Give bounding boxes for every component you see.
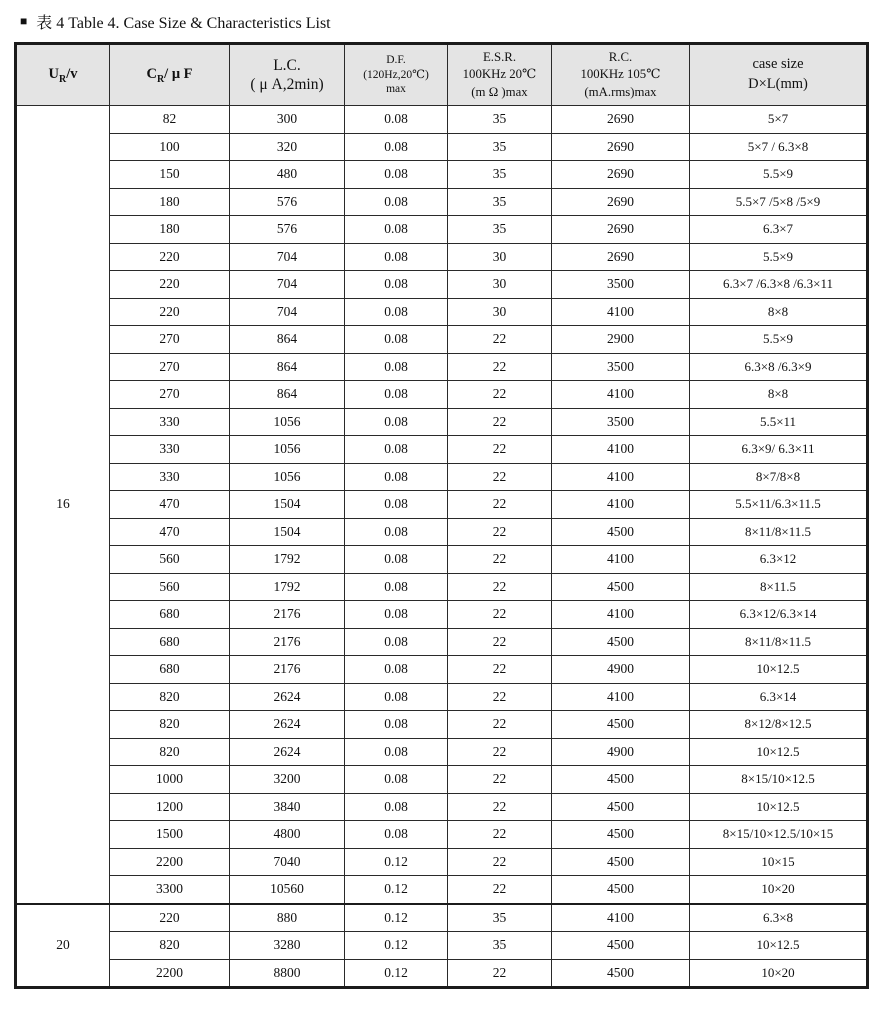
leakage-current-cell: 2176 bbox=[230, 656, 345, 684]
table-row bbox=[16, 656, 868, 684]
df-cell: 0.08 bbox=[345, 683, 448, 711]
table-title-text: 表 4 Table 4. Case Size & Characteristics List bbox=[36, 15, 331, 32]
capacitance-cell: 270 bbox=[110, 381, 230, 409]
table-row bbox=[16, 711, 868, 739]
df-cell: 0.08 bbox=[345, 491, 448, 519]
rc-cell: 3500 bbox=[552, 408, 690, 436]
df-cell: 0.08 bbox=[345, 628, 448, 656]
rc-cell: 4100 bbox=[552, 546, 690, 574]
case-size-cell: 10×12.5 bbox=[690, 932, 868, 960]
capacitance-cell: 330 bbox=[110, 408, 230, 436]
esr-cell: 22 bbox=[448, 546, 552, 574]
df-cell: 0.08 bbox=[345, 573, 448, 601]
capacitance-cell: 270 bbox=[110, 353, 230, 381]
esr-cell: 22 bbox=[448, 656, 552, 684]
df-cell: 0.08 bbox=[345, 381, 448, 409]
leakage-current-cell: 1056 bbox=[230, 408, 345, 436]
df-cell: 0.08 bbox=[345, 326, 448, 354]
capacitance-cell: 820 bbox=[110, 932, 230, 960]
capacitance-cell: 470 bbox=[110, 491, 230, 519]
table-row bbox=[16, 683, 868, 711]
capacitance-cell: 100 bbox=[110, 133, 230, 161]
esr-cell: 22 bbox=[448, 628, 552, 656]
df-cell: 0.08 bbox=[345, 133, 448, 161]
col-header-case-size: case size D×L(mm) bbox=[690, 44, 868, 106]
esr-cell: 22 bbox=[448, 876, 552, 904]
leakage-current-cell: 704 bbox=[230, 271, 345, 299]
df-cell: 0.08 bbox=[345, 188, 448, 216]
df-cell: 0.12 bbox=[345, 876, 448, 904]
rc-cell: 4100 bbox=[552, 298, 690, 326]
table-row bbox=[16, 738, 868, 766]
square-bullet-icon: ■ bbox=[20, 13, 28, 28]
leakage-current-cell: 1056 bbox=[230, 463, 345, 491]
case-size-cell: 6.3×12/6.3×14 bbox=[690, 601, 868, 629]
esr-cell: 22 bbox=[448, 573, 552, 601]
case-size-cell: 6.3×8 /6.3×9 bbox=[690, 353, 868, 381]
capacitance-cell: 680 bbox=[110, 628, 230, 656]
capacitance-cell: 180 bbox=[110, 216, 230, 244]
leakage-current-cell: 576 bbox=[230, 216, 345, 244]
capacitance-cell: 220 bbox=[110, 243, 230, 271]
rc-cell: 2690 bbox=[552, 243, 690, 271]
capacitance-cell: 3300 bbox=[110, 876, 230, 904]
esr-cell: 22 bbox=[448, 601, 552, 629]
case-size-cell: 8×15/10×12.5 bbox=[690, 766, 868, 794]
table-row bbox=[16, 326, 868, 354]
table-row bbox=[16, 133, 868, 161]
rc-cell: 4500 bbox=[552, 821, 690, 849]
case-size-cell: 6.3×14 bbox=[690, 683, 868, 711]
rc-cell: 4500 bbox=[552, 628, 690, 656]
table-row bbox=[16, 243, 868, 271]
df-cell: 0.08 bbox=[345, 821, 448, 849]
case-size-cell: 6.3×7 /6.3×8 /6.3×11 bbox=[690, 271, 868, 299]
leakage-current-cell: 2624 bbox=[230, 683, 345, 711]
case-size-cell: 8×12/8×12.5 bbox=[690, 711, 868, 739]
case-size-cell: 5.5×9 bbox=[690, 161, 868, 189]
df-cell: 0.08 bbox=[345, 546, 448, 574]
df-cell: 0.08 bbox=[345, 436, 448, 464]
case-size-cell: 5.5×11/6.3×11.5 bbox=[690, 491, 868, 519]
case-size-cell: 5×7 / 6.3×8 bbox=[690, 133, 868, 161]
esr-cell: 22 bbox=[448, 711, 552, 739]
rc-cell: 4500 bbox=[552, 766, 690, 794]
df-cell: 0.12 bbox=[345, 932, 448, 960]
col-header-capacitance: $C_R/$ μ F bbox=[110, 44, 230, 106]
esr-cell: 22 bbox=[448, 766, 552, 794]
case-size-cell: 10×20 bbox=[690, 959, 868, 988]
table-row bbox=[16, 959, 868, 988]
rc-cell: 4500 bbox=[552, 573, 690, 601]
case-size-cell: 5.5×11 bbox=[690, 408, 868, 436]
rc-cell: 3500 bbox=[552, 353, 690, 381]
table-row bbox=[16, 546, 868, 574]
df-cell: 0.08 bbox=[345, 408, 448, 436]
df-cell: 0.08 bbox=[345, 711, 448, 739]
rc-cell: 4100 bbox=[552, 904, 690, 932]
case-size-cell: 5×7 bbox=[690, 106, 868, 134]
leakage-current-cell: 704 bbox=[230, 298, 345, 326]
rc-cell: 4500 bbox=[552, 848, 690, 876]
table-row bbox=[16, 573, 868, 601]
rc-cell: 2690 bbox=[552, 106, 690, 134]
esr-cell: 35 bbox=[448, 188, 552, 216]
df-cell: 0.12 bbox=[345, 959, 448, 988]
leakage-current-cell: 300 bbox=[230, 106, 345, 134]
table-row bbox=[16, 932, 868, 960]
esr-cell: 35 bbox=[448, 106, 552, 134]
rc-cell: 4500 bbox=[552, 711, 690, 739]
case-size-cell: 6.3×8 bbox=[690, 904, 868, 932]
capacitance-cell: 1200 bbox=[110, 793, 230, 821]
case-size-cell: 6.3×12 bbox=[690, 546, 868, 574]
capacitance-cell: 82 bbox=[110, 106, 230, 134]
table-row bbox=[16, 188, 868, 216]
table-row bbox=[16, 436, 868, 464]
table-row bbox=[16, 766, 868, 794]
esr-cell: 22 bbox=[448, 848, 552, 876]
df-cell: 0.08 bbox=[345, 353, 448, 381]
df-cell: 0.08 bbox=[345, 106, 448, 134]
case-size-cell: 5.5×9 bbox=[690, 243, 868, 271]
case-size-cell: 10×20 bbox=[690, 876, 868, 904]
table-row bbox=[16, 381, 868, 409]
case-size-cell: 8×11/8×11.5 bbox=[690, 628, 868, 656]
rc-cell: 4900 bbox=[552, 738, 690, 766]
table-row bbox=[16, 216, 868, 244]
capacitance-cell: 270 bbox=[110, 326, 230, 354]
leakage-current-cell: 1504 bbox=[230, 491, 345, 519]
case-size-cell: 8×11.5 bbox=[690, 573, 868, 601]
col-header-df: D.F. (120Hz,20℃) max bbox=[345, 44, 448, 106]
case-size-cell: 8×15/10×12.5/10×15 bbox=[690, 821, 868, 849]
rc-cell: 2690 bbox=[552, 161, 690, 189]
esr-cell: 35 bbox=[448, 216, 552, 244]
capacitance-cell: 680 bbox=[110, 601, 230, 629]
case-size-cell: 10×12.5 bbox=[690, 656, 868, 684]
esr-cell: 35 bbox=[448, 161, 552, 189]
case-size-cell: 10×12.5 bbox=[690, 793, 868, 821]
esr-cell: 35 bbox=[448, 133, 552, 161]
rc-cell: 4900 bbox=[552, 656, 690, 684]
capacitance-cell: 220 bbox=[110, 904, 230, 932]
leakage-current-cell: 864 bbox=[230, 353, 345, 381]
capacitance-cell: 560 bbox=[110, 573, 230, 601]
table-row bbox=[16, 904, 868, 932]
capacitance-cell: 1000 bbox=[110, 766, 230, 794]
leakage-current-cell: 864 bbox=[230, 381, 345, 409]
df-cell: 0.08 bbox=[345, 463, 448, 491]
capacitance-cell: 820 bbox=[110, 711, 230, 739]
df-cell: 0.12 bbox=[345, 848, 448, 876]
df-cell: 0.08 bbox=[345, 656, 448, 684]
capacitance-cell: 150 bbox=[110, 161, 230, 189]
esr-cell: 30 bbox=[448, 271, 552, 299]
esr-cell: 30 bbox=[448, 298, 552, 326]
capacitance-cell: 330 bbox=[110, 463, 230, 491]
case-size-cell: 6.3×7 bbox=[690, 216, 868, 244]
rc-cell: 4500 bbox=[552, 518, 690, 546]
capacitance-cell: 2200 bbox=[110, 959, 230, 988]
capacitance-cell: 680 bbox=[110, 656, 230, 684]
esr-cell: 22 bbox=[448, 793, 552, 821]
df-cell: 0.08 bbox=[345, 601, 448, 629]
capacitance-cell: 2200 bbox=[110, 848, 230, 876]
rc-cell: 4500 bbox=[552, 959, 690, 988]
esr-cell: 22 bbox=[448, 683, 552, 711]
table-row bbox=[16, 271, 868, 299]
leakage-current-cell: 864 bbox=[230, 326, 345, 354]
rc-cell: 2900 bbox=[552, 326, 690, 354]
df-cell: 0.12 bbox=[345, 904, 448, 932]
rc-cell: 4500 bbox=[552, 876, 690, 904]
rc-cell: 4100 bbox=[552, 463, 690, 491]
esr-cell: 22 bbox=[448, 491, 552, 519]
leakage-current-cell: 3200 bbox=[230, 766, 345, 794]
rc-cell: 4100 bbox=[552, 491, 690, 519]
esr-cell: 22 bbox=[448, 408, 552, 436]
capacitance-cell: 180 bbox=[110, 188, 230, 216]
case-size-cell: 5.5×9 bbox=[690, 326, 868, 354]
rc-cell: 4100 bbox=[552, 436, 690, 464]
rc-cell: 2690 bbox=[552, 216, 690, 244]
rc-cell: 4100 bbox=[552, 683, 690, 711]
col-header-esr: E.S.R. 100KHz 20℃ (m Ω )max bbox=[448, 44, 552, 106]
esr-cell: 22 bbox=[448, 518, 552, 546]
table-row bbox=[16, 601, 868, 629]
table-title bbox=[0, 0, 880, 42]
case-size-cell: 10×15 bbox=[690, 848, 868, 876]
esr-cell: 30 bbox=[448, 243, 552, 271]
capacitance-cell: 820 bbox=[110, 738, 230, 766]
leakage-current-cell: 4800 bbox=[230, 821, 345, 849]
table-row bbox=[16, 491, 868, 519]
leakage-current-cell: 480 bbox=[230, 161, 345, 189]
table-row bbox=[16, 106, 868, 134]
col-header-leakage-current: L.C. ( μ A,2min) bbox=[230, 44, 345, 106]
rc-cell: 2690 bbox=[552, 133, 690, 161]
leakage-current-cell: 320 bbox=[230, 133, 345, 161]
case-size-cell: 10×12.5 bbox=[690, 738, 868, 766]
esr-cell: 35 bbox=[448, 904, 552, 932]
leakage-current-cell: 10560 bbox=[230, 876, 345, 904]
case-size-cell: 8×7/8×8 bbox=[690, 463, 868, 491]
case-size-cell: 6.3×9/ 6.3×11 bbox=[690, 436, 868, 464]
leakage-current-cell: 3280 bbox=[230, 932, 345, 960]
rc-cell: 4500 bbox=[552, 932, 690, 960]
case-size-cell: 8×8 bbox=[690, 381, 868, 409]
df-cell: 0.08 bbox=[345, 298, 448, 326]
esr-cell: 22 bbox=[448, 821, 552, 849]
df-cell: 0.08 bbox=[345, 271, 448, 299]
df-cell: 0.08 bbox=[345, 518, 448, 546]
capacitance-cell: 330 bbox=[110, 436, 230, 464]
col-header-rated-voltage: $U_R/v$ bbox=[16, 44, 110, 106]
rc-cell: 4100 bbox=[552, 601, 690, 629]
table-row bbox=[16, 463, 868, 491]
df-cell: 0.08 bbox=[345, 161, 448, 189]
leakage-current-cell: 1792 bbox=[230, 546, 345, 574]
table-row bbox=[16, 298, 868, 326]
esr-cell: 22 bbox=[448, 463, 552, 491]
table-row bbox=[16, 848, 868, 876]
leakage-current-cell: 8800 bbox=[230, 959, 345, 988]
case-size-cell: 5.5×7 /5×8 /5×9 bbox=[690, 188, 868, 216]
leakage-current-cell: 2624 bbox=[230, 738, 345, 766]
capacitance-cell: 470 bbox=[110, 518, 230, 546]
esr-cell: 22 bbox=[448, 381, 552, 409]
leakage-current-cell: 2176 bbox=[230, 628, 345, 656]
voltage-group-cell: 20 bbox=[16, 904, 110, 988]
table-row bbox=[16, 408, 868, 436]
capacitance-cell: 1500 bbox=[110, 821, 230, 849]
capacitance-cell: 820 bbox=[110, 683, 230, 711]
voltage-group-cell: 16 bbox=[16, 106, 110, 904]
esr-cell: 22 bbox=[448, 738, 552, 766]
table-row bbox=[16, 518, 868, 546]
case-size-cell: 8×8 bbox=[690, 298, 868, 326]
table-row bbox=[16, 628, 868, 656]
capacitance-cell: 220 bbox=[110, 298, 230, 326]
leakage-current-cell: 880 bbox=[230, 904, 345, 932]
table-row bbox=[16, 353, 868, 381]
leakage-current-cell: 704 bbox=[230, 243, 345, 271]
leakage-current-cell: 2176 bbox=[230, 601, 345, 629]
leakage-current-cell: 3840 bbox=[230, 793, 345, 821]
df-cell: 0.08 bbox=[345, 793, 448, 821]
df-cell: 0.08 bbox=[345, 243, 448, 271]
leakage-current-cell: 576 bbox=[230, 188, 345, 216]
esr-cell: 22 bbox=[448, 326, 552, 354]
table-body bbox=[16, 106, 868, 988]
table-row bbox=[16, 161, 868, 189]
esr-cell: 22 bbox=[448, 959, 552, 988]
table-row bbox=[16, 876, 868, 904]
esr-cell: 22 bbox=[448, 353, 552, 381]
capacitance-cell: 560 bbox=[110, 546, 230, 574]
rc-cell: 4100 bbox=[552, 381, 690, 409]
leakage-current-cell: 1056 bbox=[230, 436, 345, 464]
df-cell: 0.08 bbox=[345, 738, 448, 766]
case-size-cell: 8×11/8×11.5 bbox=[690, 518, 868, 546]
table-header bbox=[16, 44, 868, 106]
case-size-characteristics-table bbox=[14, 42, 869, 989]
df-cell: 0.08 bbox=[345, 766, 448, 794]
leakage-current-cell: 1504 bbox=[230, 518, 345, 546]
esr-cell: 22 bbox=[448, 436, 552, 464]
rc-cell: 2690 bbox=[552, 188, 690, 216]
leakage-current-cell: 1792 bbox=[230, 573, 345, 601]
df-cell: 0.08 bbox=[345, 216, 448, 244]
esr-cell: 35 bbox=[448, 932, 552, 960]
table-row bbox=[16, 793, 868, 821]
rc-cell: 4500 bbox=[552, 793, 690, 821]
leakage-current-cell: 7040 bbox=[230, 848, 345, 876]
table-row bbox=[16, 821, 868, 849]
rc-cell: 3500 bbox=[552, 271, 690, 299]
capacitance-cell: 220 bbox=[110, 271, 230, 299]
leakage-current-cell: 2624 bbox=[230, 711, 345, 739]
col-header-rc: R.C. 100KHz 105℃ (mA.rms)max bbox=[552, 44, 690, 106]
header-row bbox=[16, 44, 868, 106]
